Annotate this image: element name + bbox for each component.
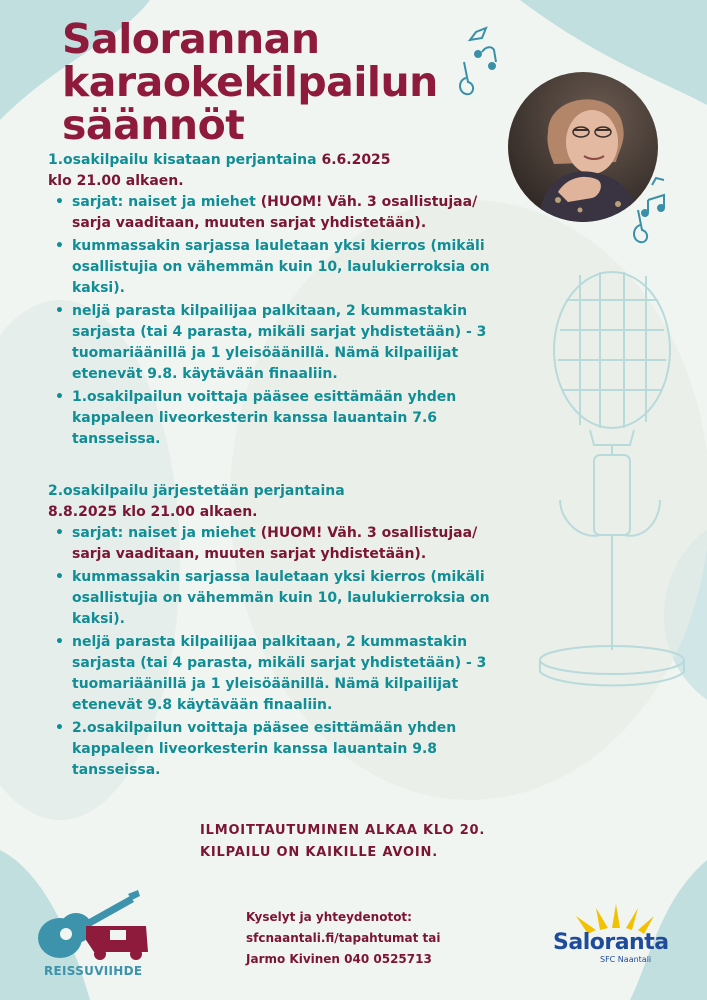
heading-text: alkaen. [194,504,258,520]
section-2-heading [48,481,518,523]
list-item: • neljä parasta kilpailijaa palkitaan, 2 kummastakin sarjasta (tai 4 parasta, mikäli sarjat yhdistetään) - 3 tuomariäänillä ja 1 yleisöäänillä. Nämä kilpailijat etenevät 9.8. käytävään finaaliin. [72,301,518,385]
registration-line: KILPAILU ON KAIKILLE AVOIN. [200,845,438,860]
contact-label: Kyselyt ja yhteydenotot: [246,910,412,924]
list-item: • sarjat: naiset ja miehet (HUOM! Väh. 3 osallistujaa/ sarja vaaditaan, muuten sarjat yhdistetään). [72,523,518,565]
registration-notice [200,820,485,864]
competition-time: klo 21.00 [48,173,121,189]
portrait-image [508,72,658,222]
host-photo [508,72,658,222]
saloranta-logo-subtitle: SFC Naantali [600,955,652,964]
rule-note: (HUOM! Väh. 3 osallistujaa/ sarja vaaditaan, muuten sarjat yhdistetään). [72,194,478,231]
competition-date-time: 8.8.2025 klo 21.00 [48,504,195,520]
section-1 [48,150,518,450]
title-line: säännöt [62,101,245,149]
section-1-heading [48,150,518,192]
list-item: • neljä parasta kilpailijaa palkitaan, 2 kummastakin sarjasta (tai 4 parasta, mikäli sarjat yhdistetään) - 3 tuomariäänillä ja 1 yleisöäänillä. Nämä kilpailijat etenevät 9.8 käytävään finaaliin. [72,632,518,716]
section-2 [48,481,518,781]
title-line: Salorannan [62,15,320,63]
contact-person: Jarmo Kivinen 040 0525713 [246,952,432,966]
list-item: • kummassakin sarjassa lauletaan yksi kierros (mikäli osallistujia on vähemmän kuin 10, laulukierroksia on kaksi). [72,567,518,630]
competition-date: 6.6.2025 [321,152,391,168]
heading-text: 1.osakilpailu kisataan perjantaina [48,152,322,168]
contact-link[interactable]: sfcnaantali.fi/tapahtumat tai [246,931,441,945]
rules-list [48,192,518,450]
list-item: • 2.osakilpailun voittaja pääsee esittämään yhden kappaleen liveorkesterin kanssa lauantain 9.8 tansseissa. [72,718,518,781]
list-item: • kummassakin sarjassa lauletaan yksi kierros (mikäli osallistujia on vähemmän kuin 10, laulukierroksia on kaksi). [72,236,518,299]
rules-content [48,150,518,783]
list-item: • sarjat: naiset ja miehet (HUOM! Väh. 3 osallistujaa/ sarja vaaditaan, muuten sarjat yhdistetään). [72,192,518,234]
reissuviihde-logo-text: REISSUVIIHDE [44,964,143,978]
rule-note: (HUOM! Väh. 3 osallistujaa/ sarja vaaditaan, muuten sarjat yhdistetään). [72,525,478,562]
heading-text: alkaen. [120,173,184,189]
rules-list [48,523,518,781]
page-title [62,15,438,149]
title-line: karaokekilpailun [62,58,438,106]
registration-line: ILMOITTAUTUMINEN ALKAA KLO 20. [200,823,486,838]
contact-info [246,907,440,970]
saloranta-logo-title: Saloranta [553,930,669,955]
list-item: • 1.osakilpailun voittaja pääsee esittämään yhden kappaleen liveorkesterin kanssa lauantain 7.6 tansseissa. [72,387,518,450]
heading-text: 2.osakilpailu järjestetään perjantaina [48,483,345,499]
